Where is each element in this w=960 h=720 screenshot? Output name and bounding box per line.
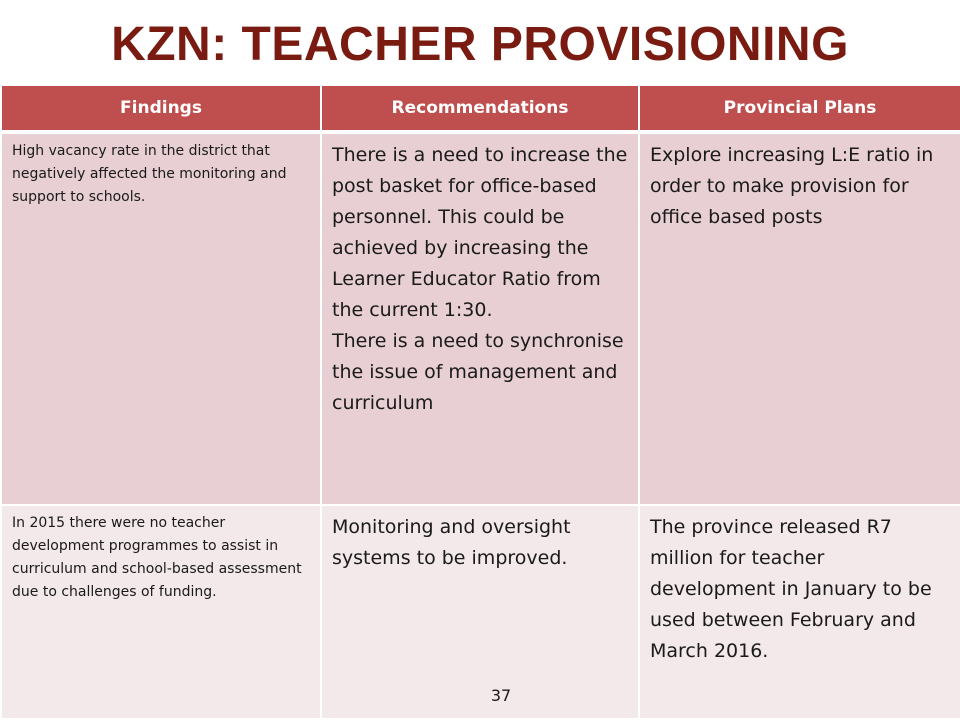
- plan-text: Explore increasing L:E ratio in order to make provision for office based posts: [650, 144, 934, 228]
- findings-table: [0, 86, 960, 720]
- recommendation-cell: [321, 505, 639, 719]
- recommendation-cell: [321, 132, 639, 505]
- slide-number: 37: [490, 686, 512, 705]
- finding-cell: [1, 132, 321, 505]
- table-header-row: [1, 86, 960, 132]
- column-header-recommendations: Recommendations: [321, 86, 639, 132]
- page-title: KZN: TEACHER PROVISIONING: [111, 18, 849, 71]
- plan-cell: [639, 505, 960, 719]
- table-row: [1, 132, 960, 505]
- recommendation-text: Monitoring and oversight systems to be improved.: [332, 516, 571, 569]
- plan-text: The province released R7 million for teacher development in January to be used between February and March 2016.: [650, 516, 932, 662]
- recommendation-text: There is a need to increase the post basket for office-based personnel. This could be achieved by increasing the Learner Educator Ratio from the current 1:30. There is a need to synchronise the issue of management and curriculum: [332, 144, 628, 414]
- column-header-findings: Findings: [1, 86, 321, 132]
- plan-cell: [639, 132, 960, 505]
- column-header-provincial-plans: Provincial Plans: [639, 86, 960, 132]
- finding-text: High vacancy rate in the district that negatively affected the monitoring and support to schools.: [12, 143, 287, 205]
- finding-text: In 2015 there were no teacher development programmes to assist in curriculum and school-based assessment due to challenges of funding.: [12, 515, 302, 600]
- finding-cell: [1, 505, 321, 719]
